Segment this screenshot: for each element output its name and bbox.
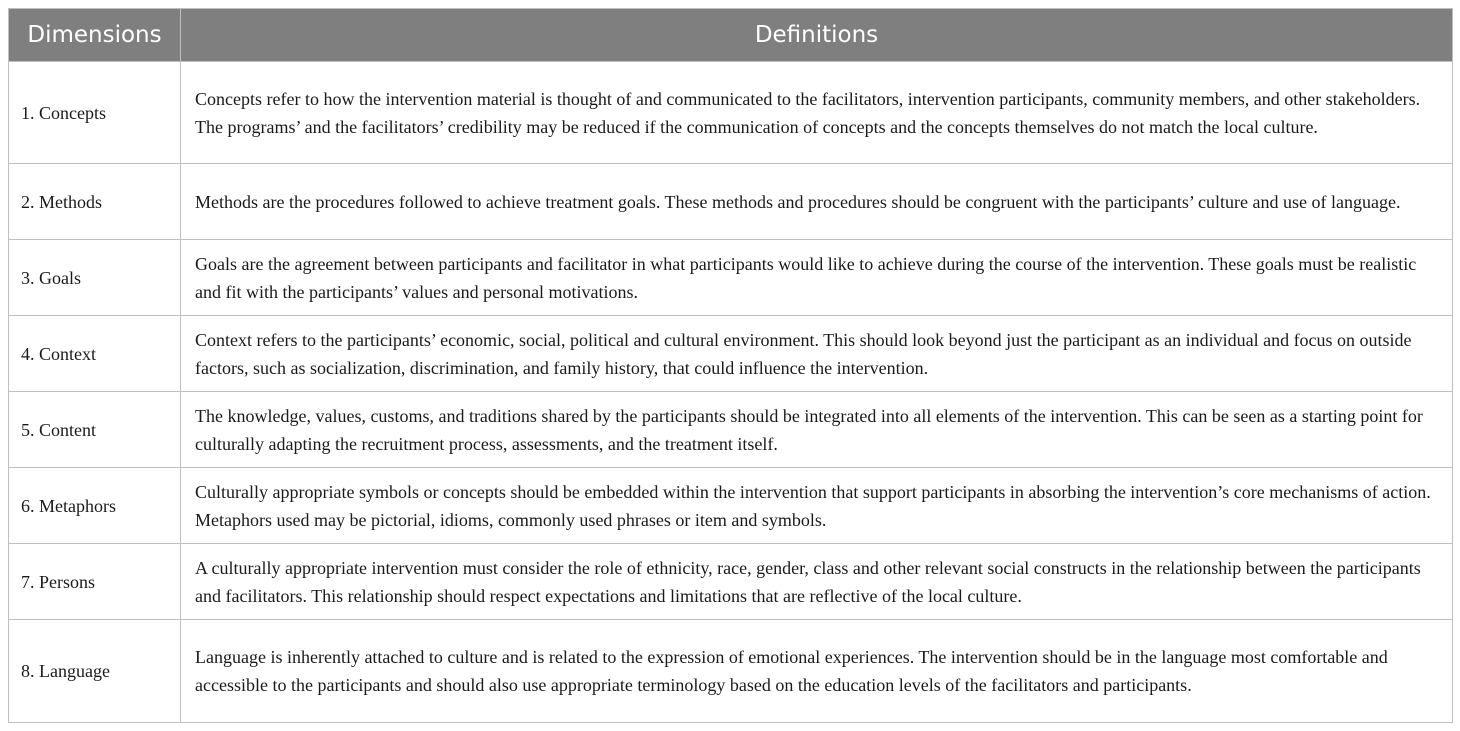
definition-cell: Context refers to the participants’ economic, social, political and cultural environment. This should look beyond just the participant as an individual and focus on outside factors, such as socialization, discrimination, and family history, that could influence the intervention. [181, 316, 1453, 392]
definition-cell: Concepts refer to how the intervention material is thought of and communicated to the facilitators, intervention participants, community members, and other stakeholders. The programs’ and the facilitators’ credibility may be reduced if the communication of concepts and the concepts themselves do not match the local culture. [181, 62, 1453, 164]
table-row [9, 620, 1453, 723]
dimension-cell: 7. Persons [9, 544, 181, 620]
definition-cell: A culturally appropriate intervention must consider the role of ethnicity, race, gender, class and other relevant social constructs in the relationship between the participants and facilitators. This relationship should respect expectations and limitations that are reflective of the local culture. [181, 544, 1453, 620]
table-row [9, 468, 1453, 544]
table-row [9, 392, 1453, 468]
definition-cell: Methods are the procedures followed to achieve treatment goals. These methods and procedures should be congruent with the participants’ culture and use of language. [181, 164, 1453, 240]
definition-cell: The knowledge, values, customs, and traditions shared by the participants should be integrated into all elements of the intervention. This can be seen as a starting point for culturally adapting the recruitment process, assessments, and the treatment itself. [181, 392, 1453, 468]
dimension-cell: 3. Goals [9, 240, 181, 316]
table-row [9, 240, 1453, 316]
table-header [9, 9, 1453, 62]
dimension-cell: 5. Content [9, 392, 181, 468]
dimension-cell: 4. Context [9, 316, 181, 392]
table-row [9, 316, 1453, 392]
header-definitions: Definitions [181, 9, 1453, 62]
table-row [9, 544, 1453, 620]
dimension-cell: 2. Methods [9, 164, 181, 240]
dimensions-table [8, 8, 1453, 723]
dimensions-table-container [8, 8, 1452, 723]
definition-cell: Goals are the agreement between participants and facilitator in what participants would like to achieve during the course of the intervention. These goals must be realistic and fit with the participants’ values and personal motivations. [181, 240, 1453, 316]
header-dimensions: Dimensions [9, 9, 181, 62]
table-row [9, 62, 1453, 164]
definition-cell: Language is inherently attached to culture and is related to the expression of emotional experiences. The intervention should be in the language most comfortable and accessible to the participants and should also use appropriate terminology based on the education levels of the facilitators and participants. [181, 620, 1453, 723]
dimension-cell: 1. Concepts [9, 62, 181, 164]
definition-cell: Culturally appropriate symbols or concepts should be embedded within the intervention that support participants in absorbing the intervention’s core mechanisms of action. Metaphors used may be pictorial, idioms, commonly used phrases or item and symbols. [181, 468, 1453, 544]
table-row [9, 164, 1453, 240]
table-body [9, 62, 1453, 723]
dimension-cell: 8. Language [9, 620, 181, 723]
header-row [9, 9, 1453, 62]
dimension-cell: 6. Metaphors [9, 468, 181, 544]
